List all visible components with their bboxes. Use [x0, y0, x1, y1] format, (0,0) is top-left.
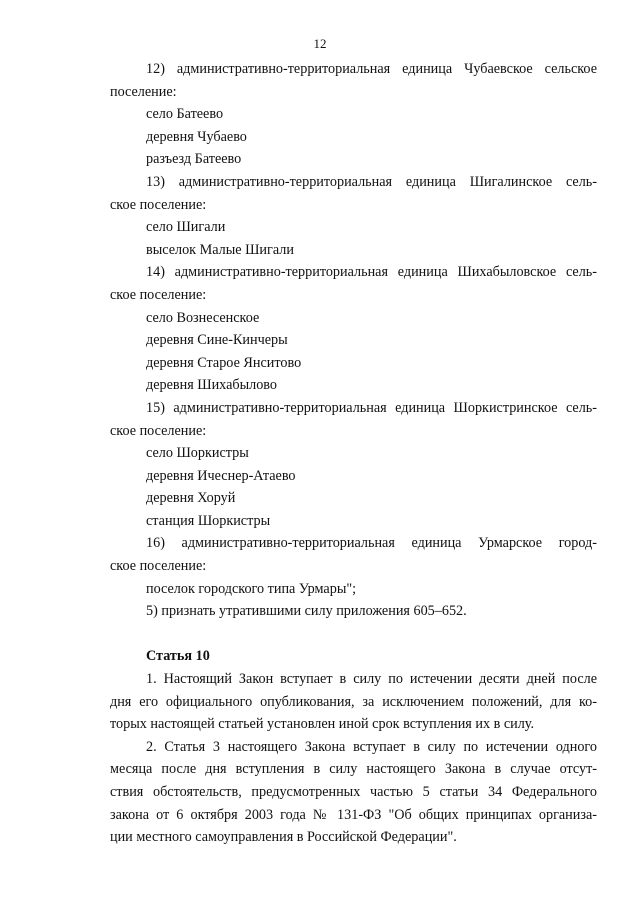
text-line: 12) административно-территориальная единица Чубаевское сельское	[146, 61, 597, 77]
article-heading: Статья 10	[146, 648, 210, 665]
text-line: ции местного самоуправления в Российской Федерации".	[110, 829, 457, 846]
text-line: 16) административно-территориальная единица Урмарское город-	[146, 535, 597, 552]
text-line: село Батеево	[146, 106, 224, 123]
text-line: ское поселение:	[110, 422, 207, 439]
text-line: 2. Статья 3 настоящего Закона вступает в силу по истечении одного	[146, 738, 597, 755]
text-line: деревня Ичеснер-Атаево	[146, 467, 296, 484]
text-line: село Вознесенское	[146, 309, 260, 326]
text-line: 1. Настоящий Закон вступает в силу по истечении десяти дней после	[146, 671, 597, 688]
text-line: ское поселение:	[110, 196, 207, 213]
text-line: деревня Хоруй	[146, 490, 236, 507]
text-line: закона от 6 октября 2003 года № 131-ФЗ "Об общих принципах организа-	[110, 806, 597, 823]
document-body	[110, 58, 597, 849]
text-line: 5) признать утратившими силу приложения 605–652.	[146, 603, 467, 620]
text-line: поселок городского типа Урмары";	[146, 580, 357, 597]
text-line: деревня Шихабылово	[146, 377, 277, 394]
text-line: 15) административно-территориальная единица Шоркистринское сель-	[146, 399, 597, 416]
blank-line	[110, 623, 597, 646]
page-number: 12	[313, 36, 327, 51]
text-line: 14) административно-территориальная единица Шихабыловское сель-	[146, 264, 597, 281]
text-line: месяца после дня вступления в силу настоящего Закона в случае отсут-	[110, 761, 597, 778]
text-line: разъезд Батеево	[146, 151, 242, 168]
text-line: 13) административно-территориальная единица Шигалинское сель-	[146, 173, 597, 190]
text-line: деревня Старое Янситово	[146, 354, 302, 371]
text-line: торых настоящей статьей установлен иной срок вступления их в силу.	[110, 716, 535, 733]
text-line: ское поселение:	[110, 286, 207, 303]
text-line: ское поселение:	[110, 558, 207, 575]
text-line: село Шигали	[146, 219, 226, 236]
text-line: дня его официального опубликования, за исключением положений, для ко-	[110, 693, 597, 710]
text-line: деревня Сине-Кинчеры	[146, 332, 288, 349]
text-line: поселение:	[110, 83, 177, 100]
text-line: село Шоркистры	[146, 445, 249, 462]
text-line: деревня Чубаево	[146, 128, 247, 145]
text-line: станция Шоркистры	[146, 512, 271, 529]
text-line: ствия обстоятельств, предусмотренных частью 5 статьи 34 Федерального	[110, 784, 597, 800]
text-line: выселок Малые Шигали	[146, 241, 294, 258]
